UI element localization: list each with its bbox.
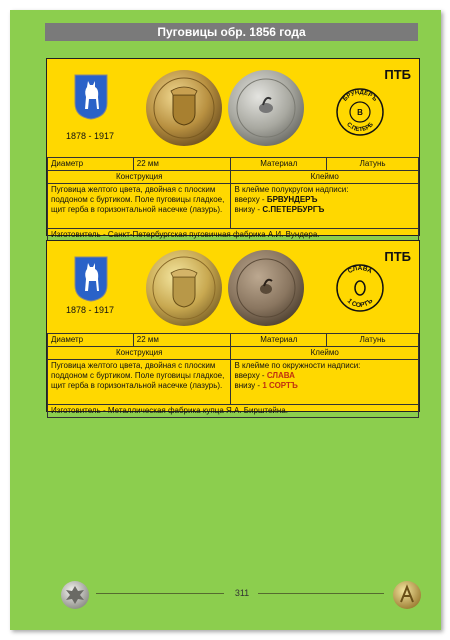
maker-text: Изготовитель - Санкт-Петербургская пуговичная фабрика А.И. Вундера.: [48, 229, 419, 242]
eagle-medal-icon: [60, 580, 90, 610]
button-card-1: [46, 58, 420, 239]
footer-divider-right: [258, 593, 384, 594]
image-row: [47, 59, 419, 157]
mark-bottom-value: С.ПЕТЕРБУРГЪ: [262, 205, 325, 214]
mark-bottom-label: внизу -: [234, 381, 261, 390]
stamp-top-text: СЛАВА: [346, 264, 374, 276]
footer-divider-left: [96, 593, 224, 594]
stamp-bottom-text: С.ПЕТЕРБ: [345, 121, 375, 134]
monogram-medal-icon: [392, 580, 422, 610]
period-label: 1878 - 1917: [65, 305, 115, 315]
button-front-image: [145, 249, 223, 327]
coat-of-arms-icon: [73, 73, 109, 121]
material-value: Латунь: [327, 158, 419, 171]
mark-bottom-label: внизу -: [234, 205, 261, 214]
coat-of-arms-icon: [73, 255, 109, 303]
material-label: Материал: [231, 334, 327, 347]
construction-text: Пуговица желтого цвета, двойная с плоским поддоном с буртиком. Поле пуговицы гладкое, щит герба в горизонтальной насечке (лазурь).: [48, 360, 231, 405]
mark-top-value: БРВУНДЕРЪ: [266, 195, 318, 204]
diameter-value: 22 мм: [133, 334, 231, 347]
construction-label: Конструкция: [48, 347, 231, 360]
button-card-2: [46, 240, 420, 415]
mark-intro: В клейме по окружности надписи:: [234, 361, 361, 370]
mark-stamp: [335, 87, 385, 137]
mark-text: [231, 360, 419, 405]
material-value: Латунь: [327, 334, 419, 347]
mark-intro: В клейме полукругом надписи:: [234, 185, 349, 194]
specs-table: [47, 157, 419, 242]
mark-top-label: вверху -: [234, 371, 265, 380]
mark-top-value: СЛАВА: [266, 371, 295, 380]
period-label: 1878 - 1917: [65, 131, 115, 141]
diameter-label: Диаметр: [48, 158, 134, 171]
page-title: Пуговицы обр. 1856 года: [45, 23, 418, 41]
page-number: 311: [234, 588, 250, 598]
diameter-value: 22 мм: [133, 158, 231, 171]
button-back-image: [227, 249, 305, 327]
mark-label: Клеймо: [231, 347, 419, 360]
construction-label: Конструкция: [48, 171, 231, 184]
stamp-top-text: БРУНДЕРЪ: [342, 89, 378, 103]
catalog-code: ПТБ: [384, 67, 411, 82]
construction-text: Пуговица желтого цвета, двойная с плоским поддоном с буртиком. Поле пуговицы гладкое, щит герба в горизонтальной насечке (лазурь).: [48, 184, 231, 229]
mark-text: [231, 184, 419, 229]
maker-text: Изготовитель - Металлическая фабрика купца Я.А. Бирштейна.: [48, 405, 419, 418]
button-front-image: [145, 69, 223, 147]
mark-top-label: вверху -: [234, 195, 265, 204]
stamp-bottom-text: 1 СОРТЪ: [345, 297, 375, 310]
diameter-label: Диаметр: [48, 334, 134, 347]
catalog-code: ПТБ: [384, 249, 411, 264]
material-label: Материал: [231, 158, 327, 171]
mark-label: Клеймо: [231, 171, 419, 184]
stamp-center-text: В: [357, 108, 363, 117]
mark-bottom-value: 1 СОРТЪ: [262, 381, 298, 390]
button-back-image: [227, 69, 305, 147]
specs-table: [47, 333, 419, 418]
mark-stamp: [335, 263, 385, 313]
image-row: [47, 241, 419, 333]
